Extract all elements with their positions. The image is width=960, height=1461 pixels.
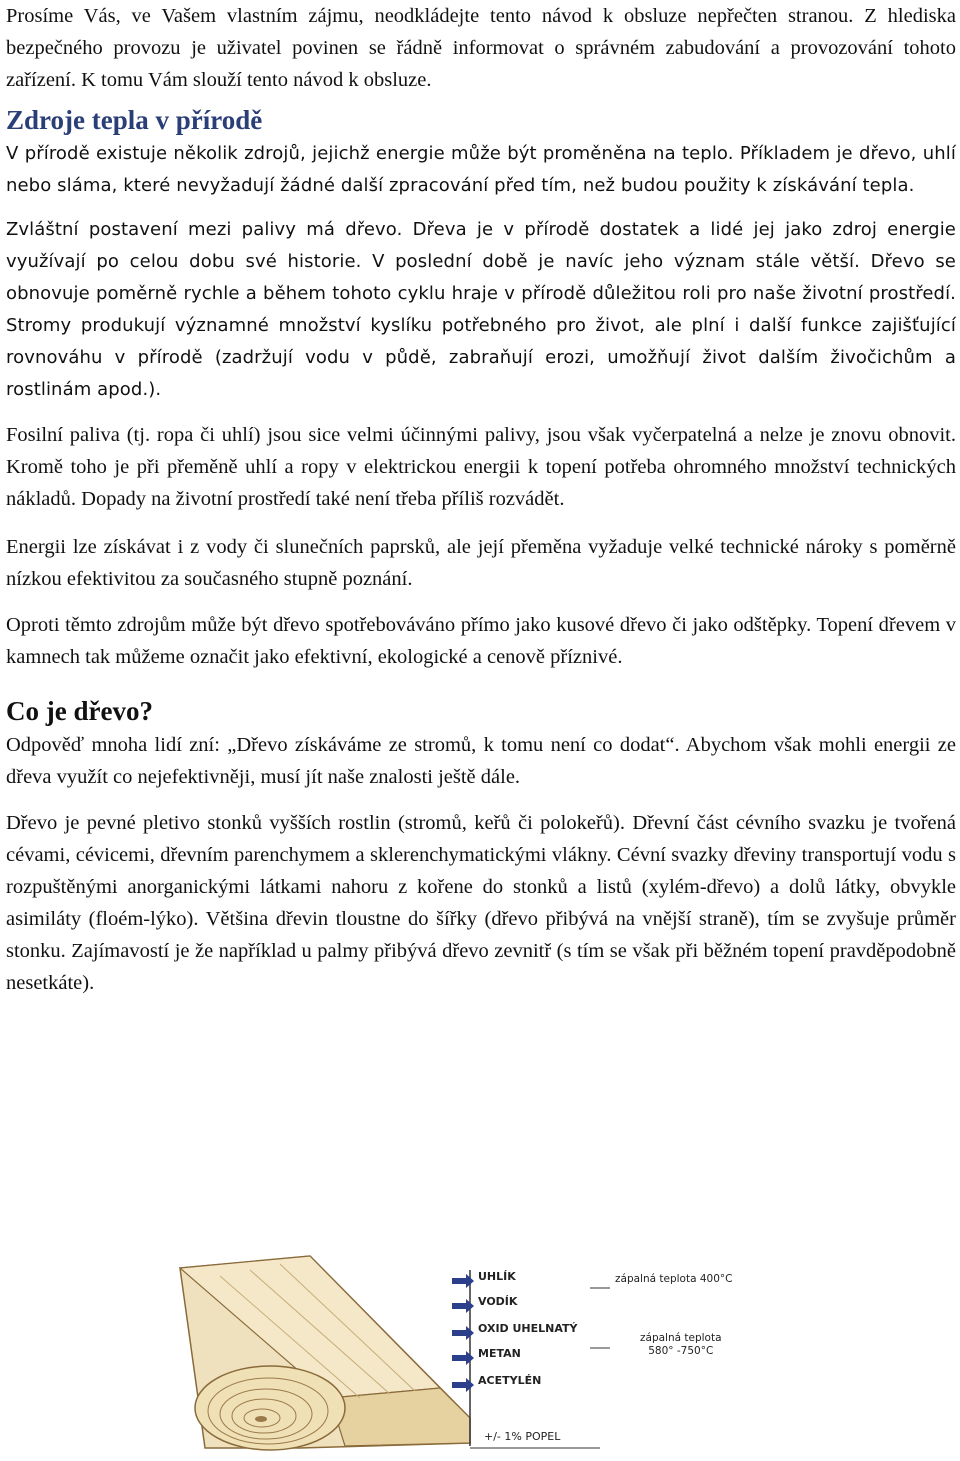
paragraph-wood-advantage: Oproti těmto zdrojům může být dřevo spotřebováváno přímo jako kusové dřevo či jako odštěpky. Topení dřevem v kamnech tak můžeme označit jako efektivní, ekologické a cenově příznivé. <box>6 614 956 668</box>
paragraph-wood-position: Zvláštní postavení mezi palivy má dřevo. Dřeva je v přírodě dostatek a lidé jej jako zdroj energie využívají po celou dobu své historie. V poslední době je navíc jeho význam stále větší. Dřevo se obnovuje poměrně rychle a během tohoto cyklu hraje v přírodě důležitou roli pro naše životní prostředí. Stromy produkují významné množství kyslíku potřebného pro život, ale plní i další funkce zajišťující rovnováhu v přírodě (zadržují vodu v půdě, zabraňují erozi, umožňují život dalším živočichům a rostlinám apod.). <box>6 219 956 400</box>
wood-log-icon <box>180 1256 470 1450</box>
paragraph-answer: Odpověď mnoha lidí zní: „Dřevo získáváme ze stromů, k tomu není co dodat“. Abychom však mohli energii ze dřeva využít co nejefektivněji, musí jít naše znalosti ještě dále. <box>6 734 956 788</box>
paragraph-sources-intro: V přírodě existuje několik zdrojů, jejichž energie může být proměněna na teplo. Příkladem je dřevo, uhlí nebo sláma, které nevyžadují žádné další zpracování před tím, než budou použity k získávání tepla. <box>6 143 956 196</box>
document-page <box>6 0 956 999</box>
ignition-temp-label-2 <box>640 1332 722 1358</box>
ash-label: +/- 1% POPEL <box>484 1430 561 1443</box>
ignition-temp-2-range: 580° -750°C <box>648 1345 714 1357</box>
ignition-temp-label-1: zápalná teplota 400°C <box>615 1273 733 1285</box>
section-heading-heat-sources: Zdroje tepla v přírodě <box>6 105 263 135</box>
ignition-temp-2-title: zápalná teplota <box>640 1332 722 1344</box>
gas-label-acetylene: ACETYLÉN <box>478 1374 542 1387</box>
gas-label-hydrogen: VODÍK <box>478 1295 518 1308</box>
paragraph-wood-definition: Dřevo je pevné pletivo stonků vyšších rostlin (stromů, keřů či polokeřů). Dřevní část cévního svazku je tvořená cévami, cévicemi, dřevním parenchymem a sklerenchymatickými vlákny. Cévní svazky dřeviny transportují vodu s rozpuštěnými anorganickými látkami nahoru z kořene do stonků a listů (xylém-dřevo) a dolů látky, obvykle asimiláty (floém-lýko). Většina dřevin tloustne do šířky (dřevo přibývá na vnější straně), tím se zvyšuje průměr stonku. Zajímavostí je že například u palmy přibývá dřevo zevnitř (s tím se však při běžném topení pravděpodobně nesetkáte). <box>6 812 956 994</box>
paragraph-water-solar: Energii lze získávat i z vody či slunečních paprsků, ale její přeměna vyžaduje velké technické nároky s poměrně nízkou efektivitou za současného stupně poznání. <box>6 536 956 590</box>
gas-label-methane: METAN <box>478 1347 521 1360</box>
intro-paragraph: Prosíme Vás, ve Vašem vlastním zájmu, neodkládejte tento návod k obsluze nepřečten stranou. Z hlediska bezpečného provozu je uživatel povinen se řádně informovat o správném zabudování a provozování tohoto zařízení. K tomu Vám slouží tento návod k obsluze. <box>6 5 956 91</box>
gas-label-carbon: UHLÍK <box>478 1270 516 1283</box>
section-heading-what-is-wood: Co je dřevo? <box>6 696 153 726</box>
gas-label-carbon-monoxide: OXID UHELNATÝ <box>478 1322 578 1335</box>
wood-combustion-figure <box>0 1248 960 1458</box>
paragraph-fossil-fuels: Fosilní paliva (tj. ropa či uhlí) jsou sice velmi účinnými palivy, jsou však vyčerpatelná a nelze je znovu obnovit. Kromě toho je při přeměně uhlí a ropy v elektrickou energii k topení potřeba ohromného množství technických nákladů. Dopady na životní prostředí také není třeba příliš rozvádět. <box>6 424 956 510</box>
